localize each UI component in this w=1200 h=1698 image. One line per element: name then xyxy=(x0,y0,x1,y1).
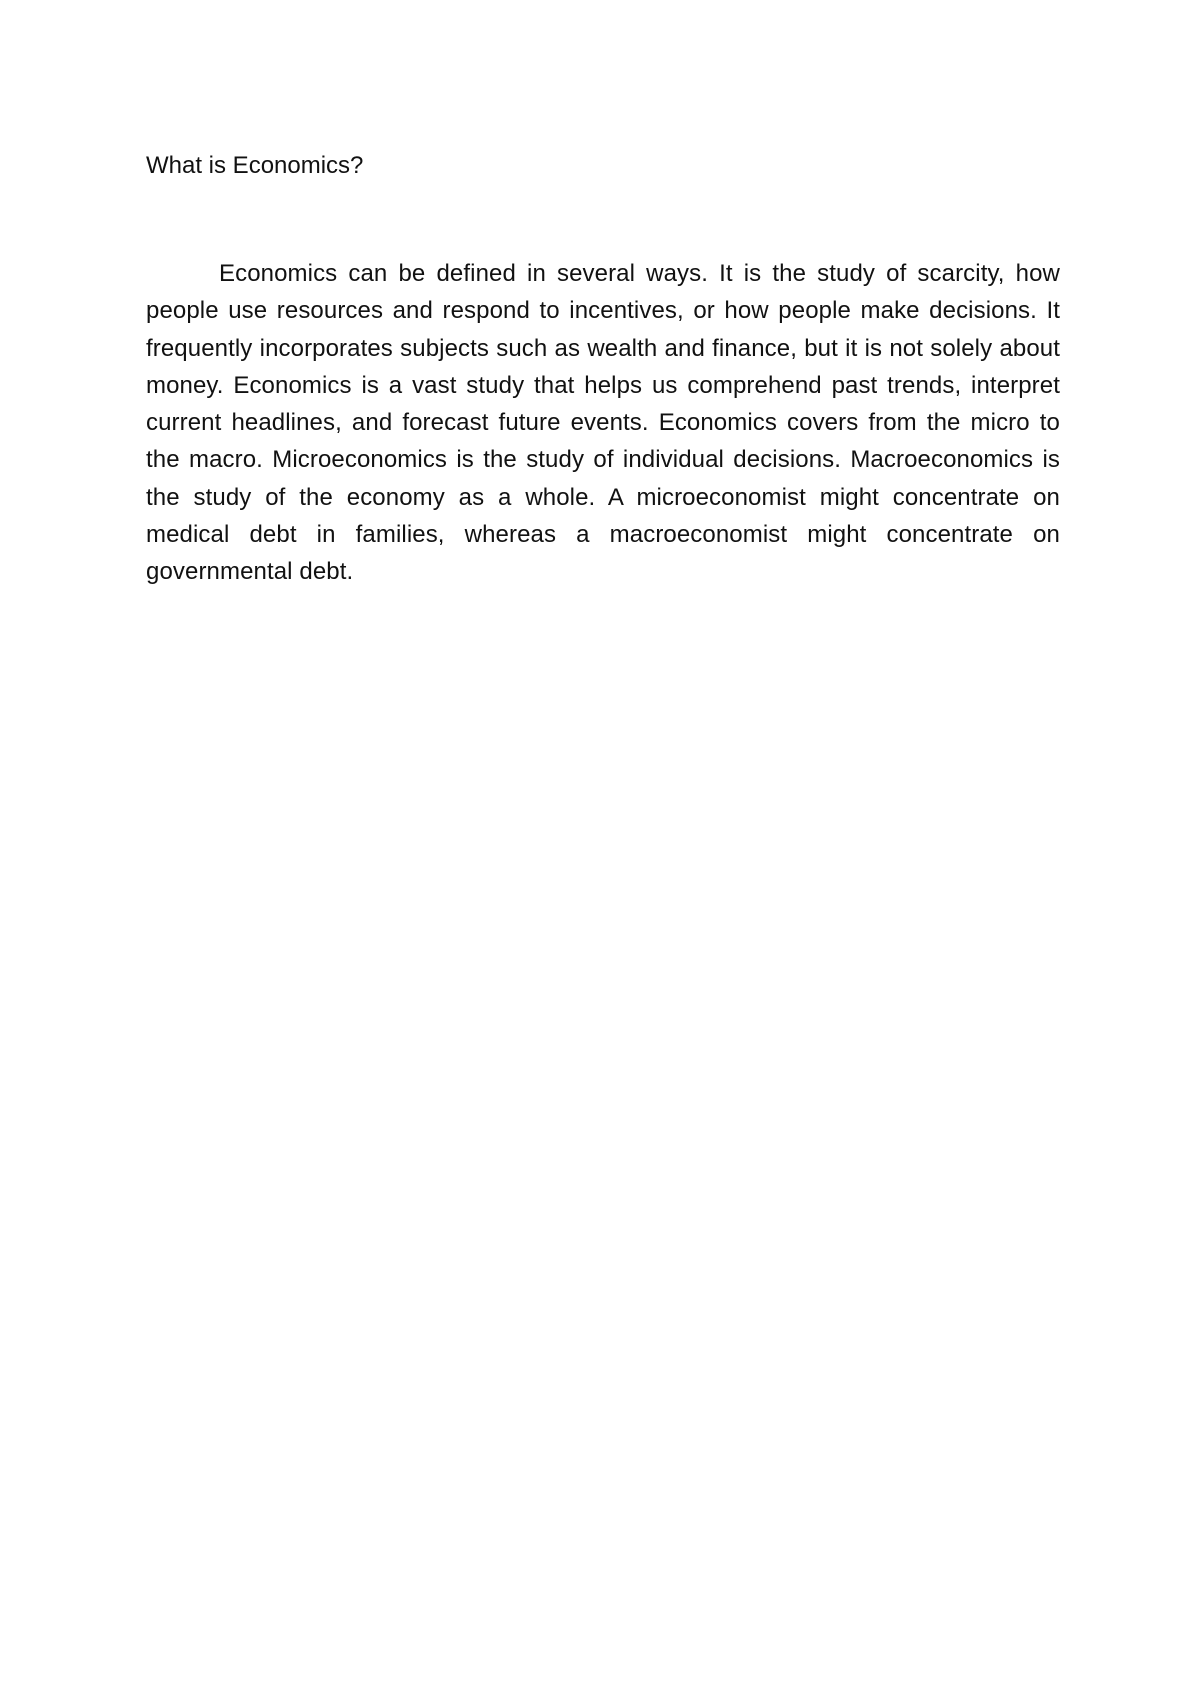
page-title: What is Economics? xyxy=(146,152,364,179)
body-paragraph: Economics can be defined in several ways. It is the study of scarcity, how people use resources and respond to incentives, or how people make decisions. It frequently incorporates subjects such as wealth and finance, but it is not solely about money. Economics is a vast study that helps us comprehend past trends, interpret current headlines, and forecast future events. Economics covers from the micro to the macro. Microeconomics is the study of individual decisions. Macroeconomics is the study of the economy as a whole. A microeconomist might concentrate on medical debt in families, whereas a macroeconomist might concentrate on governmental debt. xyxy=(146,260,1060,586)
